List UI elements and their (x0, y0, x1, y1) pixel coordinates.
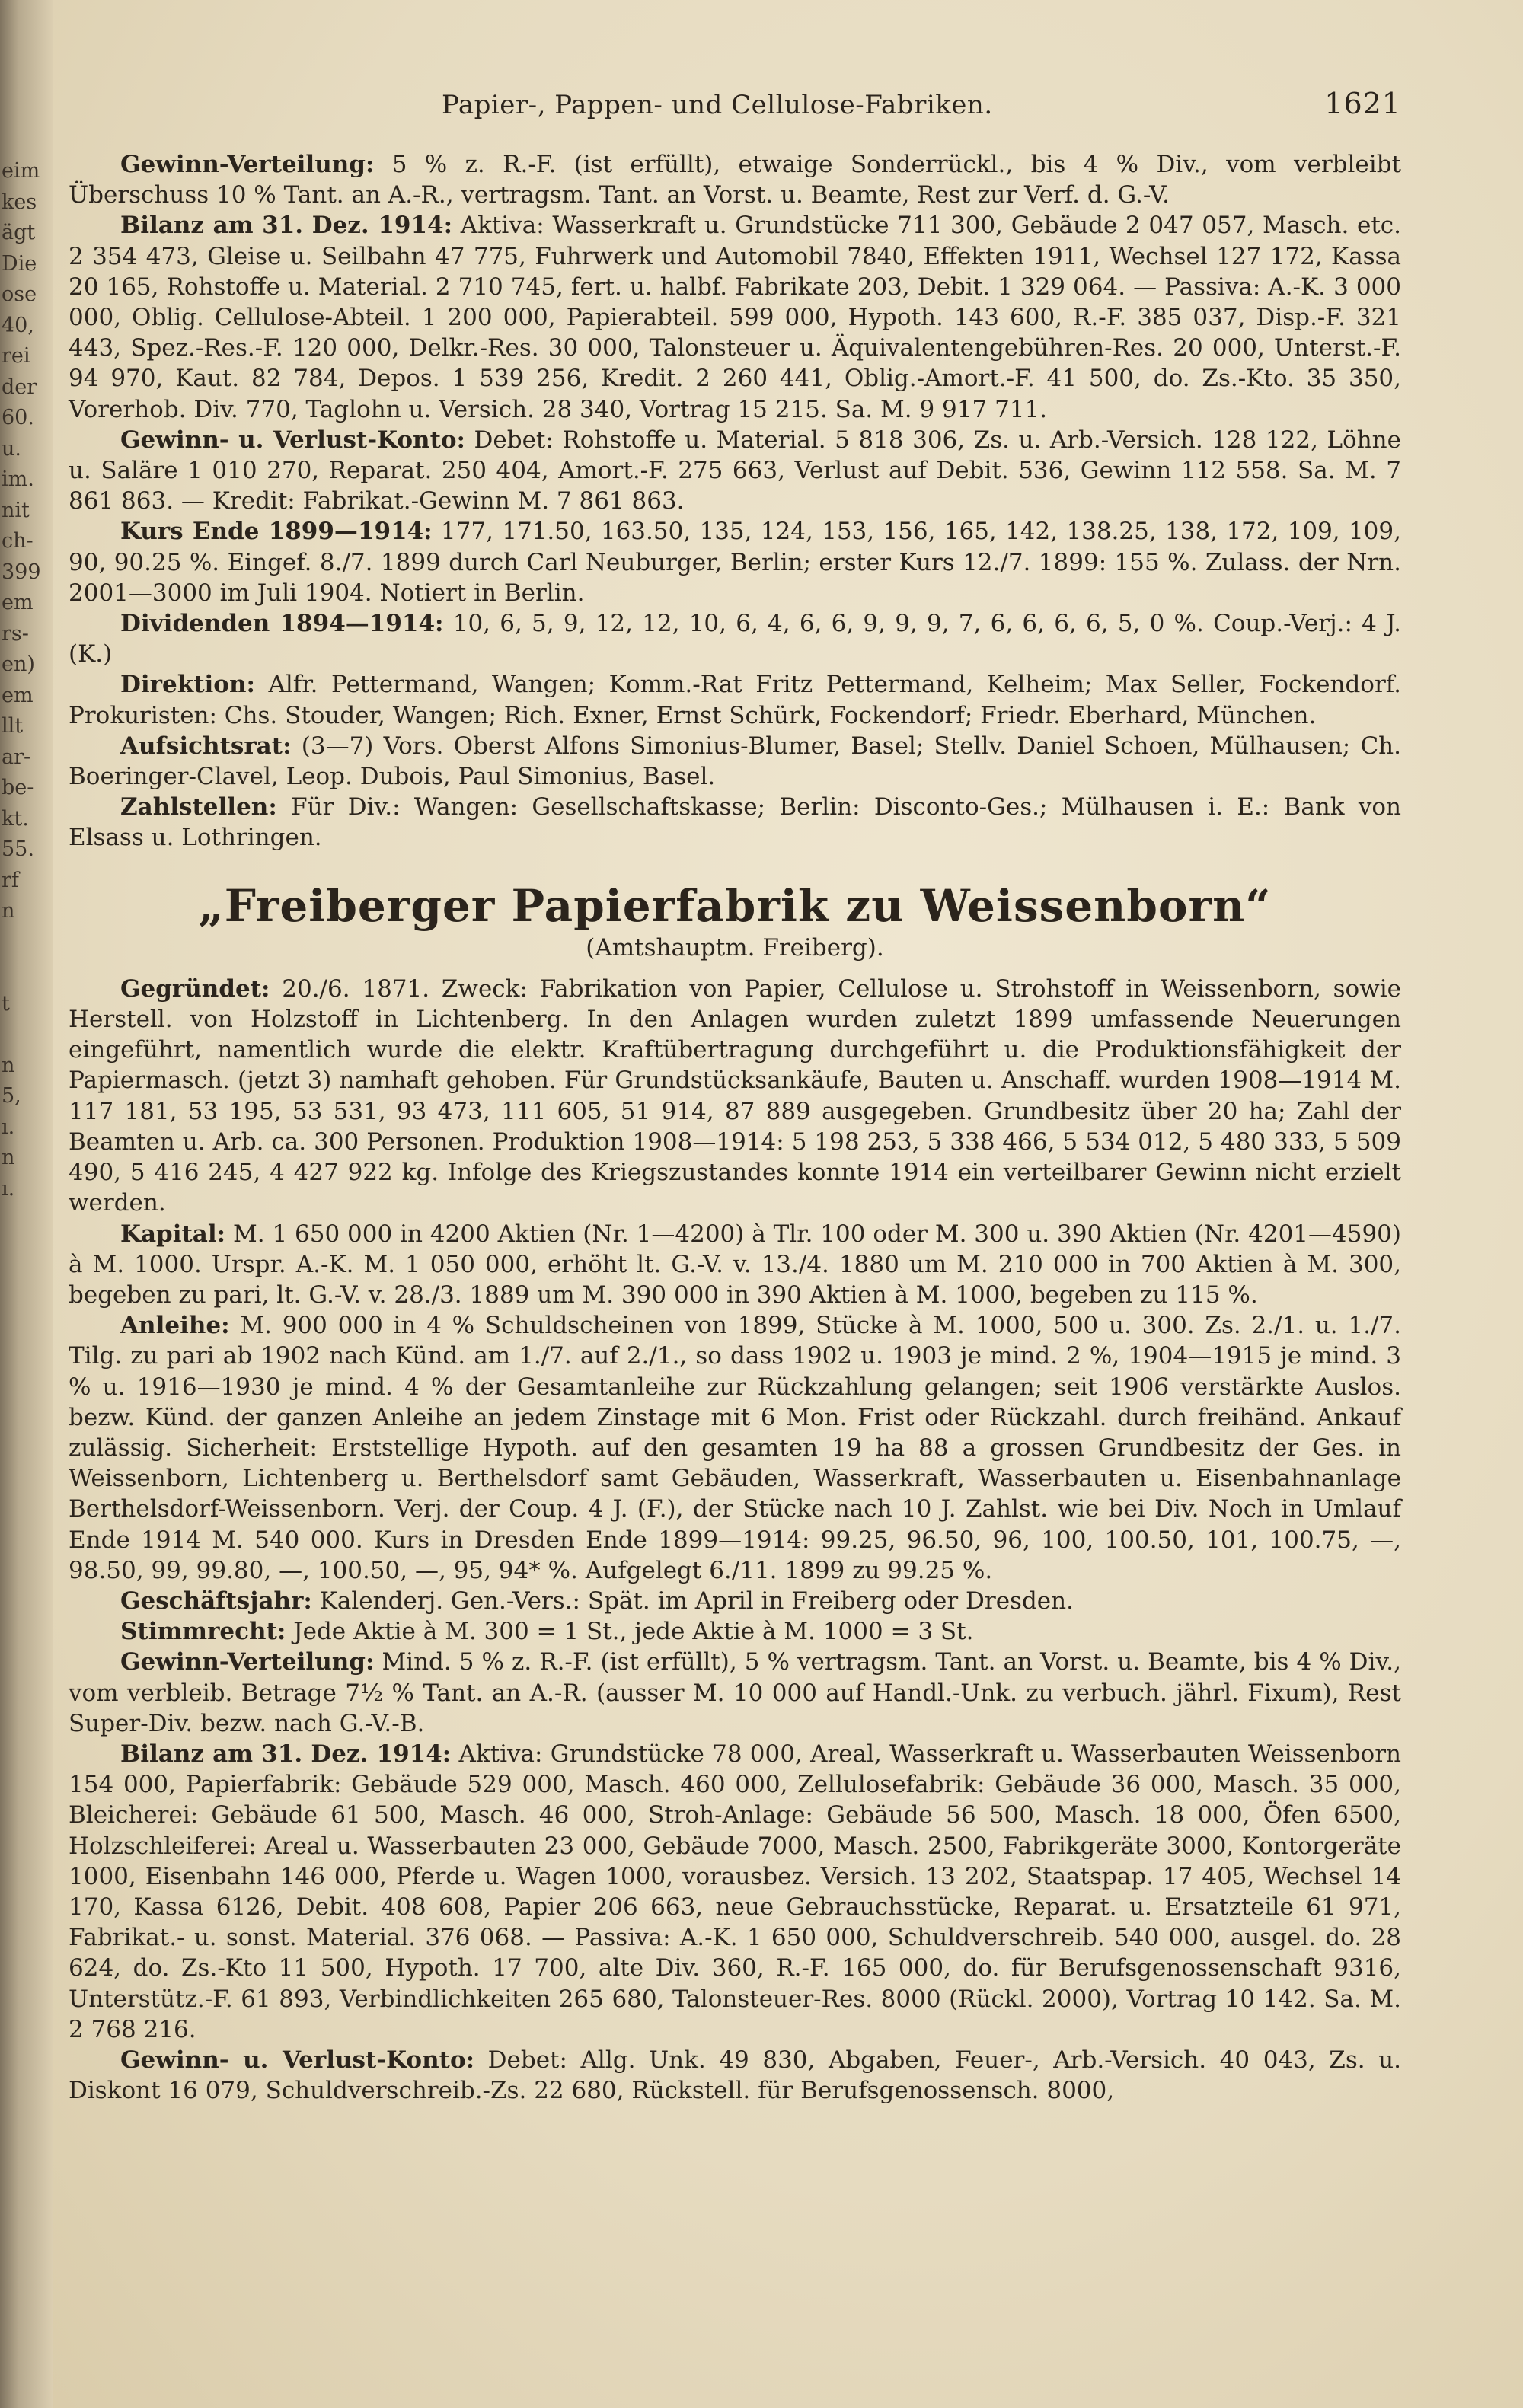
paragraph-previous-kurs (69, 516, 1401, 608)
section-label: Gewinn- u. Verlust-Konto: (120, 2046, 475, 2074)
section-text: Mind. 5 % z. R.-F. (ist erfüllt), 5 % vertragsm. Tant. an Vorst. u. Beamte, bis 4 % Div., vom verbleib. Betrage 7½ % Tant. an A.-R. (ausser M. 10 000 auf Handl.-Unk. zu verbuch. jährl. Fixum), Rest Super-Div. bezw. nach G.-V.-B. (69, 1648, 1401, 1737)
paragraph-previous-bilanz (69, 210, 1401, 424)
section-label: Dividenden 1894—1914: (120, 610, 444, 638)
section-label: Kurs Ende 1899—1914: (120, 518, 433, 546)
section-label: Anleihe: (120, 1312, 230, 1340)
paragraph-gewinn-verlust-konto (69, 2045, 1401, 2106)
section-text: 10, 6, 5, 9, 12, 12, 10, 6, 4, 6, 6, 9, 9, 9, 7, 6, 6, 6, 6, 5, 0 %. Coup.-Verj.: 4 J. (K.) (69, 610, 1402, 668)
page-body (69, 149, 1401, 2106)
margin-text-fragments: eim kes ägt Die ose 40, rei der 60. u. im. nit ch- 399 em rs- en) em llt ar- be- kt. 55. rf n t n 5, ı. n ı. (2, 159, 41, 1201)
section-text: (3—7) Vors. Oberst Alfons Simonius-Blumer, Basel; Stellv. Daniel Schoen, Mülhausen; Ch. Boeringer-Clavel, Leop. Dubois, Paul Simonius, Basel. (69, 732, 1401, 791)
section-label: Gewinn- u. Verlust-Konto: (120, 426, 466, 454)
section-label: Aufsichtsrat: (120, 732, 292, 760)
paragraph-previous-gewinn-verlust (69, 425, 1401, 517)
paragraph-previous-gewinn-verteilung (69, 149, 1401, 210)
section-text: Alfr. Pettermand, Wangen; Komm.-Rat Fritz Pettermand, Kelheim; Max Seller, Fockendorf. Prokuristen: Chs. Stouder, Wangen; Rich. Exner, Ernst Schürk, Fockendorf; Friedr. Eberhard, München. (69, 671, 1402, 729)
binding-gutter (0, 0, 53, 2408)
paragraph-geschaeftsjahr (69, 1586, 1401, 1616)
section-label: Stimmrecht: (120, 1618, 286, 1646)
section-text: Jede Aktie à M. 300 = 1 St., jede Aktie à M. 1000 = 3 St. (293, 1618, 974, 1646)
paragraph-previous-aufsichtsrat (69, 731, 1401, 792)
paragraph-previous-dividenden (69, 608, 1401, 669)
section-text: Debet: Rohstoffe u. Material. 5 818 306, Zs. u. Arb.-Versich. 128 122, Löhne u. Saläre 1 010 270, Reparat. 250 404, Amort.-F. 275 663, Verlust auf Debit. 536, Gewinn 112 558. Sa. M. 7 861 863. — Kredit: Fabrikat.-Gewinn M. 7 861 863. (69, 426, 1401, 515)
section-label: Zahlstellen: (120, 793, 277, 821)
section-label: Gewinn-Verteilung: (120, 1648, 375, 1676)
section-text: Für Div.: Wangen: Gesellschaftskasse; Berlin: Disconto-Ges.; Mülhausen i. E.: Bank von Elsass u. Lothringen. (69, 793, 1402, 852)
company-title: „Freiberger Papierfabrik zu Weissenborn“ (198, 879, 1272, 932)
section-label: Gegründet: (120, 974, 270, 1003)
section-text: Aktiva: Wasserkraft u. Grundstücke 711 300, Gebäude 2 047 057, Masch. etc. 2 354 473, Gleise u. Seilbahn 47 775, Fuhrwerk und Automobil 7840, Effekten 1911, Wechsel 127 172, Kassa 20 165, Rohstoffe u. Material. 2 710 745, fert. u. halbf. Fabrikate 203, Debit. 1 329 064. — Passiva: A.-K. 3 000 000, Oblig. Cellulose-Abteil. 1 200 000, Papierabteil. 599 000, Hypoth. 143 600, R.-F. 385 037, Disp.-F. 321 443, Spez.-Res.-F. 120 000, Delkr.-Res. 30 000, Talonsteuer u. Äquivalentengebühren-Res. 20 000, Unterst.-F. 94 970, Kaut. 82 784, Depos. 1 539 256, Kredit. 2 260 441, Oblig.-Amort.-F. 41 500, do. Zs.-Kto. 35 350, Vorerhob. Div. 770, Taglohn u. Versich. 28 340, Vortrag 15 215. Sa. M. 9 917 711. (69, 212, 1402, 423)
section-label: Geschäftsjahr: (120, 1587, 312, 1615)
section-text: Kalenderj. Gen.-Vers.: Spät. im April in Freiberg oder Dresden. (319, 1587, 1074, 1615)
section-label: Kapital: (120, 1220, 226, 1248)
section-text: 177, 171.50, 163.50, 135, 124, 153, 156, 165, 142, 138.25, 138, 172, 109, 109, 90, 90.25 %. Eingef. 8./7. 1899 durch Carl Neuburger, Berlin; erster Kurs 12./7. 1899: 155 %. Zulass. der Nrn. 2001—3000 im Juli 1904. Notiert in Berlin. (69, 518, 1401, 607)
paragraph-gewinn-verteilung (69, 1647, 1401, 1739)
page-header (69, 87, 1401, 128)
section-text: M. 900 000 in 4 % Schuldscheinen von 1899, Stücke à M. 1000, 500 u. 300. Zs. 2./1. u. 1./7. Tilg. zu pari ab 1902 nach Künd. am 1./7. auf 2./1., so dass 1902 u. 1903 je mind. 2 %, 1904—1915 je mind. 3 % u. 1916—1930 je mind. 4 % der Gesamtanleihe zur Rückzahlung gelangen; seit 1906 verstärkte Auslos. bezw. Künd. der ganzen Anleihe an jedem Zinstage mit 6 Mon. Frist oder Rückzahl. durch freihänd. Ankauf zulässig. Sicherheit: Erststellige Hypoth. auf den gesamten 19 ha 88 a grossen Grundbesitz der Ges. in Weissenborn, Lichtenberg u. Berthelsdorf samt Gebäuden, Wasserkraft, Wasserbauten u. Eisenbahnanlage Berthelsdorf-Weissenborn. Verj. der Coup. 4 J. (F.), der Stücke nach 10 J. Zahlst. wie bei Div. Noch in Umlauf Ende 1914 M. 540 000. Kurs in Dresden Ende 1899—1914: 99.25, 96.50, 96, 100, 100.50, 101, 100.75, —, 98.50, 99, 99.80, —, 100.50, —, 95, 94* %. Aufgelegt 6./11. 1899 zu 99.25 %. (69, 1312, 1401, 1584)
paragraph-stimmrecht (69, 1616, 1401, 1647)
section-text: Debet: Allg. Unk. 49 830, Abgaben, Feuer-, Arb.-Versich. 40 043, Zs. u. Diskont 16 079, Schuldverschreib.-Zs. 22 680, Rückstell. für Berufsgenossensch. 8000, (69, 2046, 1401, 2105)
section-text: Aktiva: Grundstücke 78 000, Areal, Wasserkraft u. Wasserbauten Weissenborn 154 000, Papierfabrik: Gebäude 529 000, Masch. 460 000, Zellulosefabrik: Gebäude 36 000, Masch. 35 000, Bleicherei: Gebäude 61 500, Masch. 46 000, Stroh-Anlage: Gebäude 56 500, Masch. 18 000, Öfen 6500, Holzschleiferei: Areal u. Wasserbauten 23 000, Gebäude 7000, Masch. 2500, Fabrikgeräte 3000, Kontorgeräte 1000, Eisenbahn 146 000, Pferde u. Wagen 1000, vorausbez. Versich. 13 202, Staatspap. 17 405, Wechsel 14 170, Kassa 6126, Debit. 408 608, Papier 206 663, neue Gebrauchsstücke, Reparat. u. Ersatzteile 61 971, Fabrikat.- u. sonst. Material. 376 068. — Passiva: A.-K. 1 650 000, Schuldverschreib. 540 000, ausgel. do. 28 624, do. Zs.-Kto 11 500, Hypoth. 17 700, alte Div. 360, R.-F. 165 000, do. für Berufsgenossenschaft 9316, Unterstütz.-F. 61 893, Verbindlichkeiten 265 680, Talonsteuer-Res. 8000 (Rückl. 2000), Vortrag 10 142. Sa. M. 2 768 216. (69, 1740, 1401, 2043)
running-title: Papier-, Pappen- und Cellulose-Fabriken. (442, 90, 993, 120)
section-label: Gewinn-Verteilung: (120, 151, 375, 178)
paragraph-gegruendet (69, 974, 1401, 1219)
company-subtitle: (Amtshauptm. Freiberg). (586, 933, 884, 962)
section-label: Bilanz am 31. Dez. 1914: (120, 1740, 452, 1768)
section-text: 20./6. 1871. Zweck: Fabrikation von Papier, Cellulose u. Strohstoff in Weissenborn, sowie Herstell. von Holzstoff in Lichtenberg. In den Anlagen wurden zuletzt 1899 umfassende Neuerungen eingeführt, namentlich wurde die elektr. Kraftübertragung durchgeführt u. die Produktionsfähigkeit der Papiermasch. (jetzt 3) namhaft gehoben. Für Grundstücksankäufe, Bauten u. Anschaff. wurden 1908—1914 M. 117 181, 53 195, 53 531, 93 473, 111 605, 51 914, 87 889 ausgegeben. Grundbesitz über 20 ha; Zahl der Beamten u. Arb. ca. 300 Personen. Produktion 1908—1914: 5 198 253, 5 338 466, 5 534 012, 5 480 333, 5 509 490, 5 416 245, 4 427 922 kg. Infolge des Kriegszustandes konnte 1914 ein verteilbarer Gewinn nicht erzielt werden. (69, 974, 1401, 1217)
paragraph-anleihe (69, 1310, 1401, 1586)
paragraph-previous-zahlstellen (69, 792, 1401, 853)
paragraph-kapital (69, 1219, 1401, 1311)
section-label: Bilanz am 31. Dez. 1914: (120, 212, 453, 240)
paragraph-bilanz (69, 1739, 1401, 2045)
section-text: 5 % z. R.-F. (ist erfüllt), etwaige Sonderrückl., bis 4 % Div., vom verbleibt Überschuss 10 % Tant. an A.-R., vertragsm. Tant. an Vorst. u. Beamte, Rest zur Verf. d. G.-V. (69, 151, 1401, 209)
section-label: Direktion: (120, 671, 255, 699)
page-number: 1621 (1324, 87, 1401, 120)
section-text: M. 1 650 000 in 4200 Aktien (Nr. 1—4200) à Tlr. 100 oder M. 300 u. 390 Aktien (Nr. 4201—4590) à M. 1000. Urspr. A.-K. M. 1 050 000, erhöht lt. G.-V. v. 13./4. 1880 um M. 210 000 in 700 Aktien à M. 300, begeben zu pari, lt. G.-V. v. 28./3. 1889 um M. 390 000 in 390 Aktien à M. 1000, begeben zu 115 %. (69, 1220, 1401, 1309)
paragraph-previous-direktion (69, 669, 1401, 730)
